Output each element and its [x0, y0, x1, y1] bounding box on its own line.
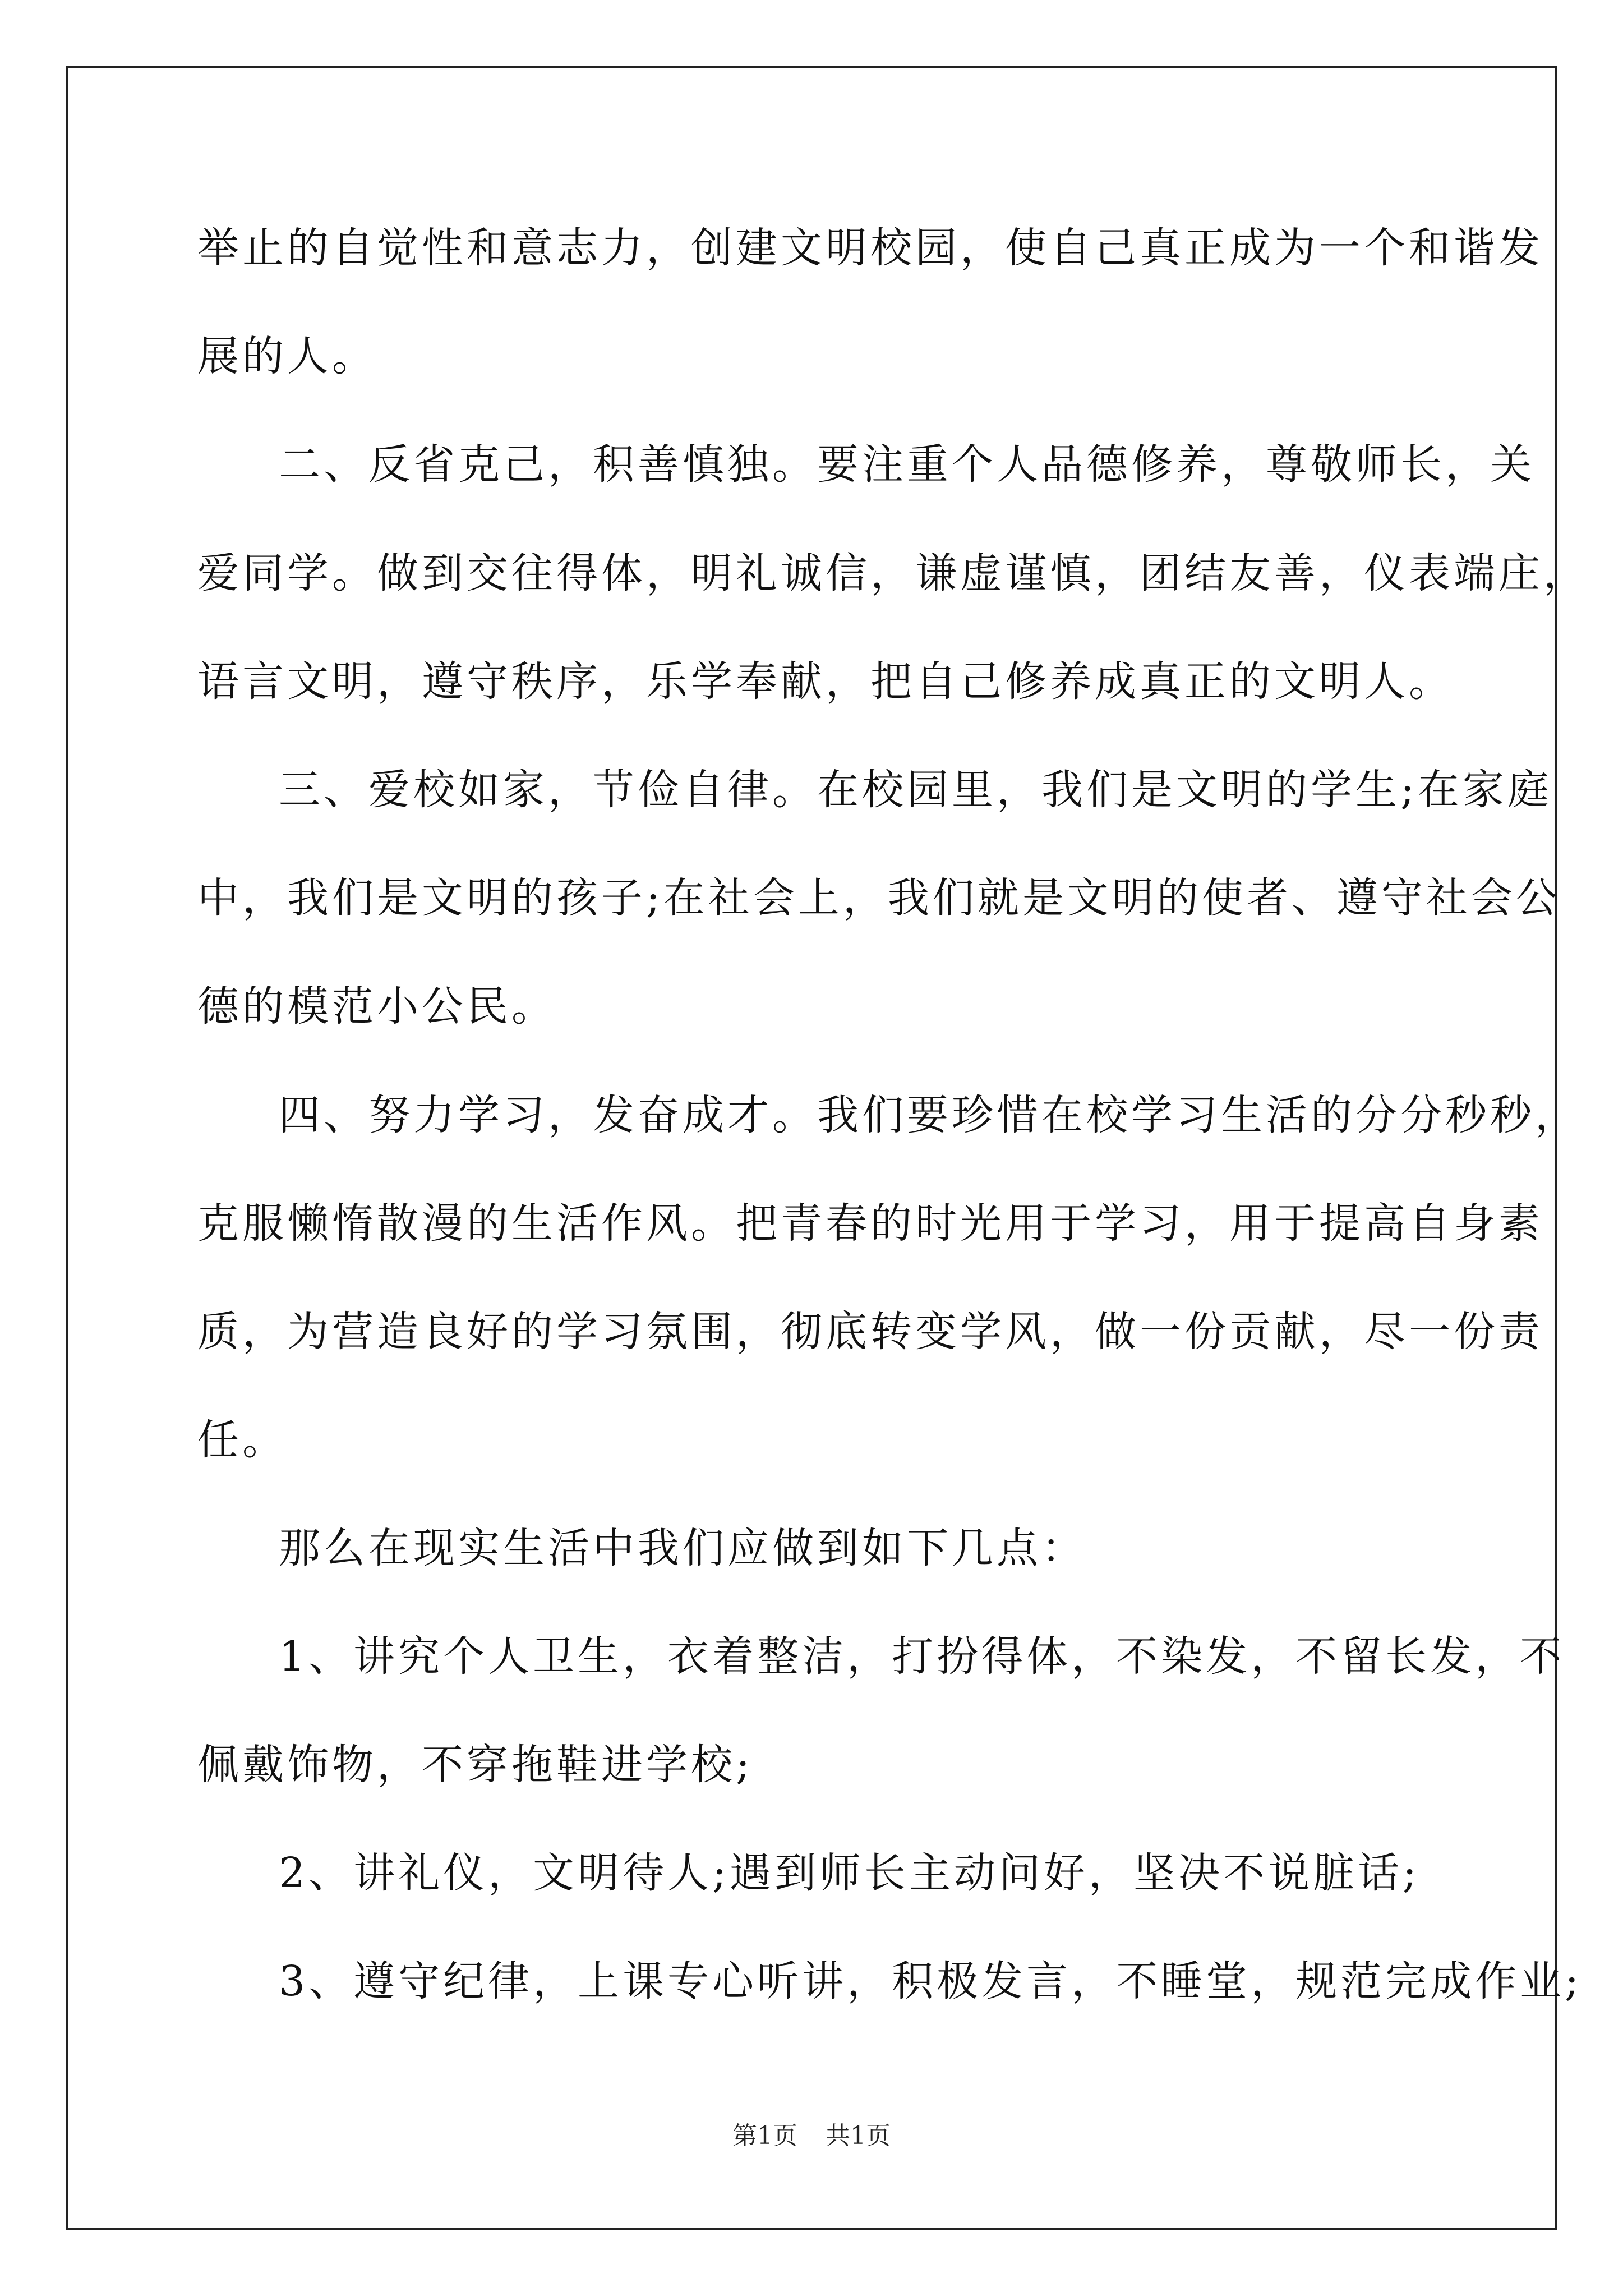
text-line: 展的人。	[197, 332, 377, 380]
list-item-line: 3、遵守纪律，上课专心听讲，积极发言，不睡堂，规范完成作业;	[279, 1957, 1583, 2005]
text-line: 中，我们是文明的孩子;在社会上，我们就是文明的使者、遵守社会公	[197, 874, 1561, 922]
text-line: 语言文明，遵守秩序，乐学奉献，把自己修养成真正的文明人。	[197, 657, 1454, 706]
paragraph-heading-line: 二、反省克己，积善慎独。要注重个人品德修养，尊敬师长，关	[279, 440, 1535, 489]
text-line: 质，为营造良好的学习氛围，彻底转变学风，做一份贡献，尽一份责	[197, 1308, 1543, 1356]
text-line: 举止的自觉性和意志力，创建文明校园，使自己真正成为一个和谐发	[197, 224, 1543, 272]
page-border	[66, 66, 1557, 2230]
page-number-total: 共1页	[826, 2122, 891, 2150]
paragraph-intro-line: 那么在现实生活中我们应做到如下几点：	[279, 1524, 1086, 1572]
text-line: 德的模范小公民。	[197, 982, 556, 1030]
list-item-line: 2、讲礼仪，文明待人;遇到师长主动问好，坚决不说脏话;	[279, 1849, 1420, 1897]
list-item-line: 1、讲究个人卫生，衣着整洁，打扮得体，不染发，不留长发，不	[279, 1632, 1565, 1681]
page-footer	[0, 2119, 1623, 2153]
paragraph-heading-line: 四、努力学习，发奋成才。我们要珍惜在校学习生活的分分秒秒，	[279, 1091, 1580, 1139]
paragraph-heading-line: 三、爱校如家，节俭自律。在校园里，我们是文明的学生;在家庭	[279, 766, 1552, 814]
page-number-current: 第1页	[732, 2122, 797, 2150]
text-line: 佩戴饰物，不穿拖鞋进学校;	[197, 1741, 753, 1789]
text-line: 爱同学。做到交往得体，明礼诚信，谦虚谨慎，团结友善，仪表端庄，	[197, 549, 1588, 597]
text-line: 克服懒惰散漫的生活作风。把青春的时光用于学习，用于提高自身素	[197, 1199, 1543, 1248]
text-line: 任。	[197, 1416, 287, 1464]
